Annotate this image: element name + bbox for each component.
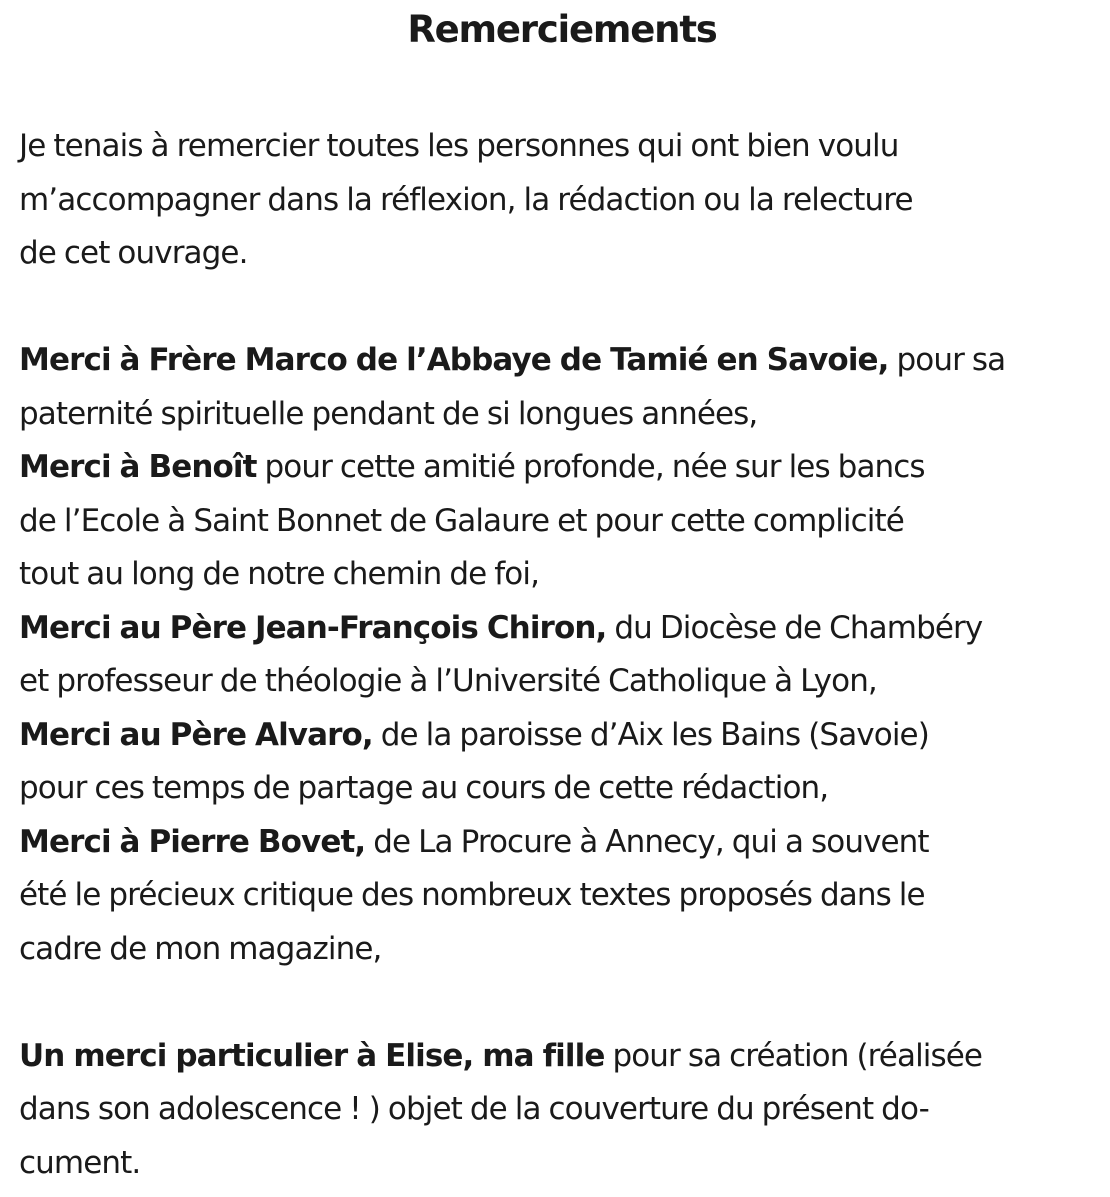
thanks-line bbox=[19, 816, 1099, 870]
thanks-text: du Diocèse de Chambéry bbox=[606, 609, 983, 646]
thanks-item-pere-chiron bbox=[19, 602, 1099, 709]
thanks-line bbox=[19, 334, 1099, 388]
thanks-name: Merci au Père Jean-François Chiron, bbox=[19, 609, 607, 646]
thanks-line: et professeur de théologie à l’Université Catholique à Lyon, bbox=[19, 663, 877, 699]
thanks-item-benoit bbox=[19, 441, 1099, 602]
thanks-text: pour cette amitié profonde, née sur les bancs bbox=[256, 449, 925, 485]
special-text: pour sa création (réalisée bbox=[604, 1037, 983, 1074]
thanks-line bbox=[19, 602, 1099, 656]
thanks-name: Merci à Pierre Bovet, bbox=[19, 823, 366, 860]
thanks-line: pour ces temps de partage au cours de cette rédaction, bbox=[19, 770, 829, 806]
special-line: cument. bbox=[19, 1144, 141, 1181]
thanks-line: de l’Ecole à Saint Bonnet de Galaure et pour cette complicité bbox=[19, 502, 904, 539]
thanks-name: Merci au Père Alvaro, bbox=[19, 716, 373, 753]
intro-line: m’accompagner dans la réflexion, la rédaction ou la relecture bbox=[19, 181, 913, 218]
thanks-text: de la paroisse d’Aix les Bains (Savoie) bbox=[372, 716, 929, 753]
thanks-name: Merci à Benoît bbox=[19, 449, 257, 485]
paragraph-spacer bbox=[19, 281, 1099, 335]
page-title: Remerciements bbox=[407, 8, 717, 51]
thanks-item-frere-marco bbox=[19, 334, 1099, 441]
thanks-name: Merci à Frère Marco de l’Abbaye de Tamié en Savoie, bbox=[19, 342, 889, 378]
intro-paragraph bbox=[19, 120, 1099, 281]
special-line bbox=[19, 1030, 1099, 1084]
intro-line: Je tenais à remercier toutes les personnes qui ont bien voulu bbox=[19, 128, 899, 164]
thanks-line: tout au long de notre chemin de foi, bbox=[19, 556, 540, 592]
thanks-line bbox=[19, 441, 1099, 495]
thanks-line: paternité spirituelle pendant de si longues années, bbox=[19, 395, 758, 432]
thanks-line bbox=[19, 709, 1099, 763]
thanks-text: de La Procure à Annecy, qui a souvent bbox=[365, 823, 929, 860]
thanks-line: cadre de mon magazine, bbox=[19, 930, 382, 967]
thanks-list bbox=[19, 334, 1099, 976]
paragraph-spacer bbox=[19, 976, 1099, 1030]
special-thanks-paragraph bbox=[19, 1030, 1099, 1191]
special-line: dans son adolescence ! ) objet de la couverture du présent do- bbox=[19, 1091, 929, 1127]
thanks-item-pere-alvaro bbox=[19, 709, 1099, 816]
special-name: Un merci particulier à Elise, ma fille bbox=[19, 1037, 605, 1074]
acknowledgements-body bbox=[19, 120, 1099, 1190]
thanks-line: été le précieux critique des nombreux textes proposés dans le bbox=[19, 877, 925, 913]
thanks-item-pierre-bovet bbox=[19, 816, 1099, 977]
thanks-text: pour sa bbox=[888, 342, 1006, 378]
intro-line: de cet ouvrage. bbox=[19, 235, 248, 271]
